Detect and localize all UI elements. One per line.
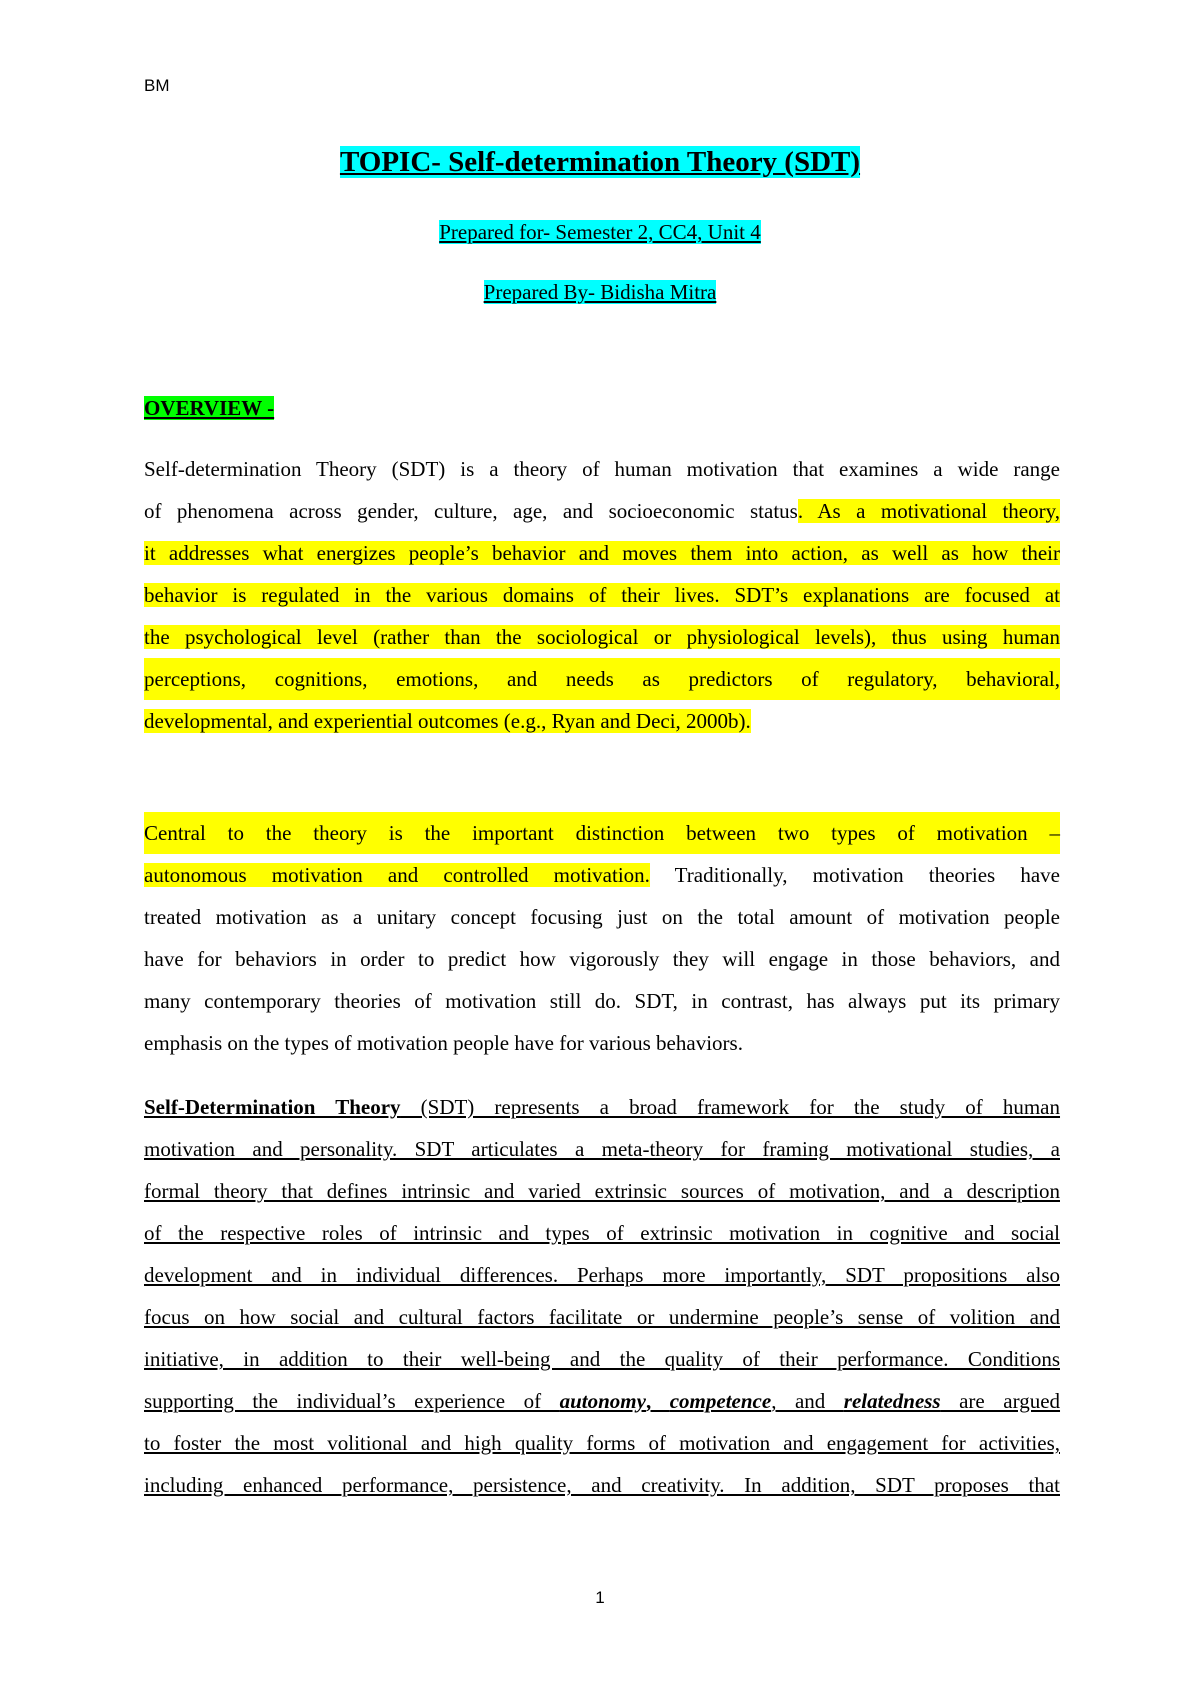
- prepared-for: [0, 220, 1200, 245]
- paragraph-line: motivation and personality. SDT articulates a meta-theory for framing motivational studies, a: [144, 1137, 1060, 1161]
- text-run: of phenomena across gender, culture, age, and socioeconomic status: [144, 499, 798, 523]
- prepared-by: [0, 280, 1200, 305]
- paragraph-line: of the respective roles of intrinsic and types of extrinsic motivation in cognitive and social: [144, 1221, 1060, 1245]
- overview-heading: [144, 396, 274, 421]
- paragraph-line: [144, 532, 1060, 574]
- header-initials: BM: [144, 76, 170, 95]
- highlighted-run: behavior is regulated in the various domains of their lives. SDT’s explanations are focused at: [144, 583, 1060, 607]
- bold-italic-run: relatedness: [843, 1389, 941, 1413]
- paragraph-line: many contemporary theories of motivation still do. SDT, in contrast, has always put its primary: [144, 989, 1060, 1013]
- text-run: ,: [645, 1389, 670, 1413]
- highlighted-run: . As a motivational theory,: [797, 499, 1061, 523]
- bold-italic-run: competence: [669, 1389, 772, 1413]
- text-run: , and: [771, 1389, 844, 1413]
- page-number: 1: [595, 1588, 605, 1607]
- paragraph-line: [144, 574, 1060, 616]
- highlighted-run: developmental, and experiential outcomes (e.g., Ryan and Deci, 2000b).: [144, 709, 751, 733]
- prepared-by-text: Prepared By- Bidisha Mitra: [483, 280, 717, 304]
- paragraph-line: [144, 616, 1060, 658]
- paragraph-line: [144, 1086, 1060, 1128]
- bold-italic-run: autonomy: [559, 1389, 646, 1413]
- paragraph-line: to foster the most volitional and high quality forms of motivation and engagement for activities,: [144, 1431, 1060, 1455]
- paragraph-line: Self-determination Theory (SDT) is a theory of human motivation that examines a wide range: [144, 457, 1060, 481]
- paragraph-line: including enhanced performance, persistence, and creativity. In addition, SDT proposes that: [144, 1473, 1060, 1497]
- highlighted-run: it addresses what energizes people’s behavior and moves them into action, as well as how their: [144, 541, 1060, 565]
- highlighted-run: autonomous motivation and controlled motivation.: [144, 863, 650, 887]
- text-run: supporting the individual’s experience of: [144, 1389, 560, 1413]
- bold-run: Self-Determination Theory: [144, 1095, 401, 1119]
- paragraph-line: initiative, in addition to their well-being and the quality of their performance. Conditions: [144, 1347, 1060, 1371]
- text-run: are argued: [940, 1389, 1061, 1413]
- document-title: [0, 146, 1200, 179]
- prepared-for-text: Prepared for- Semester 2, CC4, Unit 4: [439, 220, 761, 244]
- paragraph-types-of-motivation: [144, 812, 1060, 1064]
- overview-heading-text: OVERVIEW -: [144, 396, 275, 420]
- paragraph-line: Central to the theory is the important distinction between two types of motivation –: [144, 812, 1060, 854]
- paragraph-line: emphasis on the types of motivation people have for various behaviors.: [144, 1031, 743, 1055]
- highlighted-run: the psychological level (rather than the sociological or physiological levels), thus using human: [144, 625, 1060, 649]
- paragraph-line: [144, 1380, 1060, 1422]
- paragraph-line: [144, 854, 1060, 896]
- title-text: TOPIC- Self-determination Theory (SDT): [339, 146, 861, 178]
- paragraph-line: have for behaviors in order to predict how vigorously they will engage in those behaviors, and: [144, 947, 1060, 971]
- paragraph-line: [144, 490, 1060, 532]
- paragraph-line: development and in individual differences. Perhaps more importantly, SDT propositions also: [144, 1263, 1060, 1287]
- paragraph-line: treated motivation as a unitary concept focusing just on the total amount of motivation people: [144, 905, 1060, 929]
- paragraph-overview: [144, 448, 1060, 742]
- paragraph-line: focus on how social and cultural factors facilitate or undermine people’s sense of volition and: [144, 1305, 1060, 1329]
- paragraph-sdt-framework: [144, 1086, 1060, 1506]
- paragraph-line: [144, 700, 1060, 742]
- text-run: (SDT) represents a broad framework for the study of human: [400, 1095, 1061, 1119]
- text-run: Traditionally, motivation theories have: [649, 863, 1060, 887]
- paragraph-line: perceptions, cognitions, emotions, and needs as predictors of regulatory, behavioral,: [144, 658, 1060, 700]
- paragraph-line: formal theory that defines intrinsic and varied extrinsic sources of motivation, and a description: [144, 1179, 1060, 1203]
